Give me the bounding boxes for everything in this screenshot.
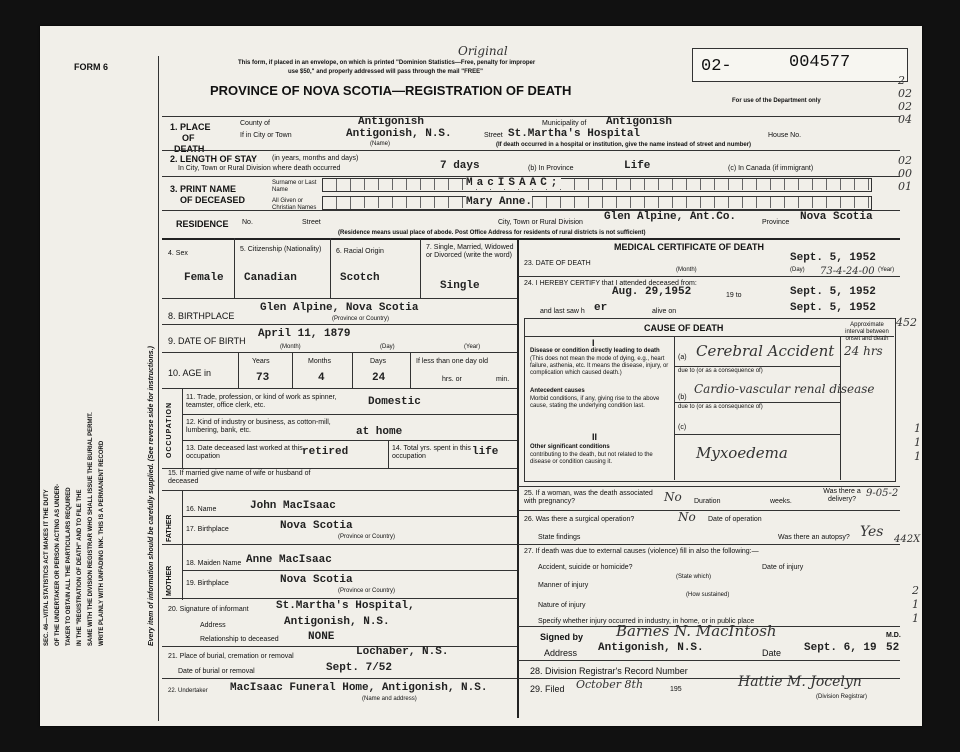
- rule: [518, 544, 900, 545]
- duration-label: Duration: [694, 498, 721, 505]
- day-caption: (Day): [380, 344, 395, 350]
- question-codes: [912, 584, 919, 626]
- informant-signature: St.Martha's Hospital,: [276, 600, 415, 612]
- sex-label: 4. Sex: [168, 250, 188, 257]
- racial-label: 6. Racial Origin: [336, 248, 384, 255]
- date-of-death-label: 23. DATE OF DEATH: [524, 260, 591, 267]
- informant-address-label: Address: [200, 622, 226, 629]
- name-label: [170, 184, 245, 206]
- father-name-label: 16. Name: [186, 506, 217, 513]
- stay-sub2: In City, Town or Rural Division where death occurred: [178, 165, 341, 172]
- filed-date: October 8th: [576, 678, 644, 691]
- section-ii: II: [592, 432, 598, 442]
- signed-by-label: Signed by: [540, 632, 584, 642]
- burial-date-label: Date of burial or removal: [178, 668, 255, 675]
- citizenship-value: Canadian: [244, 272, 297, 284]
- stay-sub: (in years, months and days): [272, 155, 359, 162]
- antecedent-note: Morbid conditions, if any, giving rise to the above cause, stating the underlying condition last.: [530, 396, 660, 409]
- rule: [182, 414, 517, 415]
- signature-date-label: Date: [762, 648, 782, 658]
- racial-value: Scotch: [340, 272, 380, 284]
- section-i: I: [592, 338, 595, 348]
- birthplace-label: 8. BIRTHPLACE: [168, 311, 235, 321]
- label-text: 3. PRINT NAME: [170, 184, 237, 194]
- rule: [674, 402, 840, 403]
- attended-from: Aug. 29,1952: [612, 286, 692, 298]
- industry-value: at home: [356, 426, 403, 438]
- findings-label: State findings: [538, 534, 581, 541]
- given-label: All Given or Christian Names: [272, 198, 317, 211]
- medical-certificate-title: MEDICAL CERTIFICATE OF DEATH: [614, 242, 764, 252]
- rule: [182, 440, 517, 441]
- marital-label: 7. Single, Married, Widowed or Divorced (write the word): [426, 244, 514, 259]
- occupation-vertical-label: OCCUPATION: [166, 401, 173, 458]
- mother-name: Anne MacIsaac: [246, 554, 332, 566]
- residence-label: RESIDENCE: [176, 219, 229, 229]
- direct-cause-note: (This does not mean the mode of dying, e.g., heart failure, asthenia, etc. It means the disease, injury, or complication which caused death.): [530, 356, 669, 376]
- last-saw-date: Sept. 5, 1952: [790, 302, 876, 314]
- label-text: OF: [182, 133, 195, 143]
- handwritten-age-code: 73-4-24-00: [820, 266, 875, 277]
- county-value: Antigonish: [358, 116, 425, 128]
- father-birthplace: Nova Scotia: [280, 520, 353, 532]
- question-code: 1: [912, 612, 919, 625]
- residence-note: (Residence means usual place of abode. Post Office Address for residents of rural districts is not sufficient): [338, 230, 646, 236]
- trade-value: Domestic: [368, 396, 421, 408]
- operation-date-label: Date of operation: [708, 516, 762, 523]
- physician-signature: Barnes N. MacIntosh: [616, 622, 777, 640]
- given-letter-boxes: [322, 196, 872, 210]
- county-label: County of: [240, 120, 270, 127]
- weeks-label: weeks.: [770, 498, 792, 505]
- signature-address-label: Address: [544, 648, 578, 658]
- margin-codes: [898, 74, 922, 126]
- injury-date-label: Date of injury: [762, 564, 804, 571]
- trade-label: 11. Trade, profession, or kind of work as spinner, teamster, office clerk, etc.: [186, 394, 337, 409]
- father-birthplace-label: 17. Birthplace: [186, 526, 229, 533]
- alive-on-label: alive on: [652, 308, 677, 315]
- burial-place: Lochaber, N.S.: [356, 646, 449, 658]
- cell-divider: [420, 238, 421, 298]
- rule: [524, 336, 894, 337]
- rule: [162, 238, 900, 240]
- pregnancy-label: 25. If a woman, was the death associated with pregnancy?: [524, 490, 653, 505]
- margin-code: 2: [898, 74, 905, 87]
- residence-street-label: Street: [302, 219, 321, 226]
- manner-label: Manner of injury: [538, 582, 589, 589]
- street-label: Street: [484, 132, 503, 139]
- handwritten-original: Original: [458, 44, 508, 58]
- name-address-caption: (Name and address): [362, 696, 417, 702]
- residence-division-label: City, Town or Rural Division: [498, 219, 583, 226]
- nature-label: Nature of injury: [538, 602, 586, 609]
- undertaker-value: MacIsaac Funeral Home, Antigonish, N.S.: [230, 682, 488, 694]
- attended-to-label: 19 to: [726, 292, 742, 299]
- place-note: (If death occurred in a hospital or institution, give the name instead of street and number): [496, 142, 752, 148]
- margin-code: 04: [898, 113, 912, 126]
- cell-divider: [840, 336, 841, 480]
- rule: [162, 468, 517, 469]
- mother-birthplace: Nova Scotia: [280, 574, 353, 586]
- month-caption: (Month): [280, 344, 301, 350]
- years-label: Years: [252, 358, 270, 365]
- residence-province-label: Province: [762, 219, 790, 226]
- handwritten-code-452: 452: [896, 316, 917, 329]
- last-worked-label: 13. Date deceased last worked at this occupation: [186, 445, 303, 460]
- rule: [518, 510, 900, 511]
- given-value: Mary Anne.: [466, 196, 533, 208]
- rule: [162, 598, 517, 599]
- rule: [162, 352, 517, 353]
- informant-address: Antigonish, N.S.: [284, 616, 390, 628]
- father-name: John MacIsaac: [250, 500, 336, 512]
- cause-b-value: Cardio-vascular renal disease: [694, 382, 875, 396]
- sec46-line: SAME WITH THE DIVISION REGISTRAR WHO SHALL ISSUE THE BURIAL PERMIT.: [88, 412, 94, 646]
- rule: [674, 366, 840, 367]
- rule: [674, 434, 840, 435]
- handwritten-code-9052: 9-05-2: [866, 488, 899, 499]
- poc-caption: (Province or Country): [332, 316, 390, 322]
- department-use-note: For use of the Department only: [732, 98, 821, 104]
- surname-label: Surname or Last Name: [272, 180, 317, 193]
- cell-divider: [330, 238, 331, 298]
- date-of-death: Sept. 5, 1952: [790, 252, 876, 264]
- citizenship-label: 5. Citizenship (Nationality): [240, 246, 322, 253]
- margin-code: 00: [898, 167, 912, 180]
- rule: [162, 544, 517, 545]
- age-days: 24: [372, 372, 386, 384]
- form-title: PROVINCE OF NOVA SCOTIA—REGISTRATION OF DEATH: [210, 83, 572, 98]
- cause-code: 1: [914, 450, 921, 463]
- rule: [518, 486, 900, 487]
- total-years-value: life: [472, 446, 499, 458]
- handwritten-code-442x: 442X: [894, 534, 921, 545]
- margin-codes-2: [898, 154, 912, 193]
- cell-divider: [388, 440, 389, 468]
- supply-note: Every item of information should be carefully supplied. (See reverse side for instructions.): [148, 346, 155, 646]
- center-divider: [517, 238, 519, 718]
- specify-label: Specify whether injury occurred in industry, in home, or in public place: [538, 618, 755, 625]
- min-label: min.: [496, 376, 510, 383]
- mother-birthplace-label: 19. Birthplace: [186, 580, 229, 587]
- registrar-caption: (Division Registrar): [816, 694, 868, 700]
- city-value: Antigonish, N.S.: [346, 128, 452, 140]
- cause-code: 1: [914, 422, 921, 435]
- delivery-label: Was there a delivery?: [823, 488, 861, 503]
- industry-label: 12. Kind of industry or business, as cotton-mill, lumbering, bank, etc.: [186, 419, 331, 434]
- dob-value: April 11, 1879: [258, 328, 351, 340]
- cell-divider: [182, 388, 183, 468]
- md-label: M.D.: [886, 632, 901, 639]
- margin-code: 01: [898, 180, 912, 193]
- sec46-instructions: [42, 412, 108, 646]
- question-code: 2: [912, 584, 919, 597]
- attended-label: 24. I HEREBY CERTIFY that I attended deceased from:: [524, 280, 697, 287]
- external-causes-label: 27. If death was due to external causes (violence) fill in also the following:—: [524, 548, 759, 555]
- header-note-2: use $50," and properly addressed will pass through the mail "FREE": [288, 69, 483, 75]
- house-label: House No.: [768, 132, 802, 139]
- registrar-signature: Hattie M. Jocelyn: [738, 674, 862, 690]
- stay-canada-label: (c) In Canada (if immigrant): [728, 165, 814, 172]
- state-which-caption: (State which): [676, 574, 712, 580]
- sec46-line: TAKER TO OBTAIN ALL THE PARTICULARS REQUIRED: [66, 487, 72, 646]
- due-to-1: due to (or as a consequence of): [678, 368, 763, 374]
- registration-number-box: [692, 48, 908, 82]
- filed-year-label: 195: [670, 686, 682, 693]
- direct-cause-label: Disease or condition directly leading to death: [530, 348, 660, 354]
- stay-province-label: (b) In Province: [528, 165, 574, 172]
- age-label: 10. AGE in: [168, 368, 212, 378]
- cell-divider: [234, 238, 235, 298]
- residence-no-label: No.: [242, 219, 253, 226]
- death-registration-form: [40, 26, 922, 726]
- margin-code: 02: [898, 154, 912, 167]
- interval-label: Approximate interval between onset and death: [845, 322, 889, 342]
- cell-divider: [182, 490, 183, 600]
- pregnancy-value: No: [664, 490, 682, 504]
- months-label: Months: [308, 358, 331, 365]
- relationship-label: Relationship to deceased: [200, 636, 279, 643]
- poc-caption: (Province or Country): [338, 534, 396, 540]
- cell-divider: [238, 352, 239, 388]
- cause-codes: [914, 422, 921, 464]
- due-to-2: due to (or as a consequence of): [678, 404, 763, 410]
- year-caption: (Year): [464, 344, 481, 350]
- rule: [162, 490, 517, 491]
- operation-value: No: [678, 510, 696, 524]
- cell-divider: [352, 352, 353, 388]
- mother-vertical-label: MOTHER: [166, 565, 173, 596]
- dob-label: 9. DATE OF BIRTH: [168, 336, 246, 346]
- registration-prefix: 02-: [701, 57, 732, 76]
- other-condition-value: Myxoedema: [696, 444, 788, 462]
- operation-label: 26. Was there a surgical operation?: [524, 516, 635, 523]
- cause-b-marker: (b): [678, 394, 687, 401]
- residence-province: Nova Scotia: [800, 211, 873, 223]
- other-conditions-note: contributing to the death, but not related to the disease or condition causing it.: [530, 452, 653, 465]
- rule: [162, 388, 517, 389]
- municipality-label: Municipality of: [542, 120, 587, 127]
- sec46-line: OF THE UNDERTAKER OR PERSON ACTING AS UNDER-: [55, 483, 61, 646]
- signature-date: Sept. 6, 19: [804, 642, 877, 654]
- rule: [182, 516, 517, 517]
- poc-caption: (Province or Country): [338, 588, 396, 594]
- days-label: Days: [370, 358, 386, 365]
- last-saw-label: and last saw h: [540, 308, 585, 315]
- other-conditions-label: Other significant conditions: [530, 444, 610, 450]
- rule: [162, 678, 517, 679]
- stay-province-value: Life: [624, 160, 651, 172]
- surname-value: MacISAAC;: [466, 177, 562, 189]
- left-margin-rule: [158, 56, 159, 721]
- rule: [162, 646, 517, 647]
- rule: [162, 210, 900, 211]
- label-text: 1. PLACE: [170, 122, 211, 132]
- rule: [518, 660, 900, 661]
- year-caption: (Year): [878, 267, 895, 273]
- how-sustained-caption: (How sustained): [686, 592, 730, 598]
- signature-date-year: 52: [886, 642, 900, 654]
- sec46-line: IN THE "REGISTRATION OF DEATH" AND TO FILE THE: [77, 489, 83, 646]
- autopsy-label: Was there an autopsy?: [778, 534, 850, 541]
- birthplace-value: Glen Alpine, Nova Scotia: [260, 302, 419, 314]
- sec46-line: SEC. 46—VITAL STATISTICS ACT MAKES IT THE DUTY: [44, 489, 50, 646]
- cause-a-interval: 24 hrs: [844, 344, 883, 358]
- margin-code: 02: [898, 100, 912, 113]
- cause-title: CAUSE OF DEATH: [644, 323, 724, 333]
- rule: [162, 298, 517, 299]
- hrs-label: hrs. or: [442, 376, 462, 383]
- name-caption: (Name): [370, 141, 391, 147]
- record-number-label: 28. Division Registrar's Record Number: [530, 666, 688, 676]
- sex-value: Female: [184, 272, 224, 284]
- registration-number: 004577: [789, 53, 851, 72]
- informant-label: 20. Signature of informant: [168, 606, 249, 613]
- question-code: 1: [912, 598, 919, 611]
- sec46-line: WRITE PLAINLY WITH UNFADING INK. THIS IS A PERMANENT RECORD: [99, 440, 105, 646]
- last-saw-pronoun: er: [594, 302, 608, 314]
- rule: [162, 150, 900, 151]
- cause-a-marker: (a): [678, 354, 687, 361]
- cell-divider: [674, 336, 675, 480]
- cause-c-marker: (c): [678, 424, 687, 431]
- rule: [162, 116, 900, 117]
- burial-place-label: 21. Place of burial, cremation or removal: [168, 653, 294, 660]
- under-day-label: If less than one day old: [416, 358, 488, 365]
- filed-label: 29. Filed: [530, 684, 565, 694]
- signature-address: Antigonish, N.S.: [598, 642, 704, 654]
- rule: [518, 276, 900, 277]
- municipality-value: Antigonish: [606, 116, 673, 128]
- residence-division: Glen Alpine, Ant.Co.: [604, 211, 737, 223]
- day-caption: (Day): [790, 267, 805, 273]
- cause-code: 1: [914, 436, 921, 449]
- surname-letter-boxes: [322, 178, 872, 192]
- undertaker-label: 22. Undertaker: [168, 688, 208, 694]
- age-years: 73: [256, 372, 270, 384]
- form-number: FORM 6: [74, 62, 109, 72]
- mother-name-label: 18. Maiden Name: [186, 560, 242, 567]
- spouse-label: 15. If married give name of wife or husband of deceased: [168, 470, 311, 485]
- father-vertical-label: FATHER: [166, 514, 173, 542]
- rule: [162, 324, 517, 325]
- cell-divider: [410, 352, 411, 388]
- stay-value: 7 days: [440, 160, 480, 172]
- antecedent-label: Antecedent causes: [530, 388, 585, 394]
- burial-date: Sept. 7/52: [326, 662, 393, 674]
- street-value: St.Martha's Hospital: [508, 128, 641, 140]
- rule: [182, 570, 517, 571]
- attended-to: Sept. 5, 1952: [790, 286, 876, 298]
- last-worked-value: retired: [302, 446, 349, 458]
- month-caption: (Month): [676, 267, 697, 273]
- header-note-1: This form, if placed in an envelope, on which is printed "Dominion Statistics—Free, penalty for improper: [238, 60, 536, 66]
- marital-value: Single: [440, 280, 480, 292]
- total-years-label: 14. Total yrs. spent in this occupation: [392, 445, 471, 460]
- cause-a-value: Cerebral Accident: [696, 342, 835, 360]
- age-months: 4: [318, 372, 325, 384]
- relationship-value: NONE: [308, 631, 335, 643]
- label-text: DEATH: [174, 144, 205, 154]
- city-label: If in City or Town: [240, 132, 292, 139]
- margin-code: 02: [898, 87, 912, 100]
- autopsy-value: Yes: [860, 524, 884, 540]
- stay-label: 2. LENGTH OF STAY: [170, 154, 258, 164]
- label-text: OF DECEASED: [180, 195, 246, 205]
- cell-divider: [292, 352, 293, 388]
- accident-label: Accident, suicide or homicide?: [538, 564, 633, 571]
